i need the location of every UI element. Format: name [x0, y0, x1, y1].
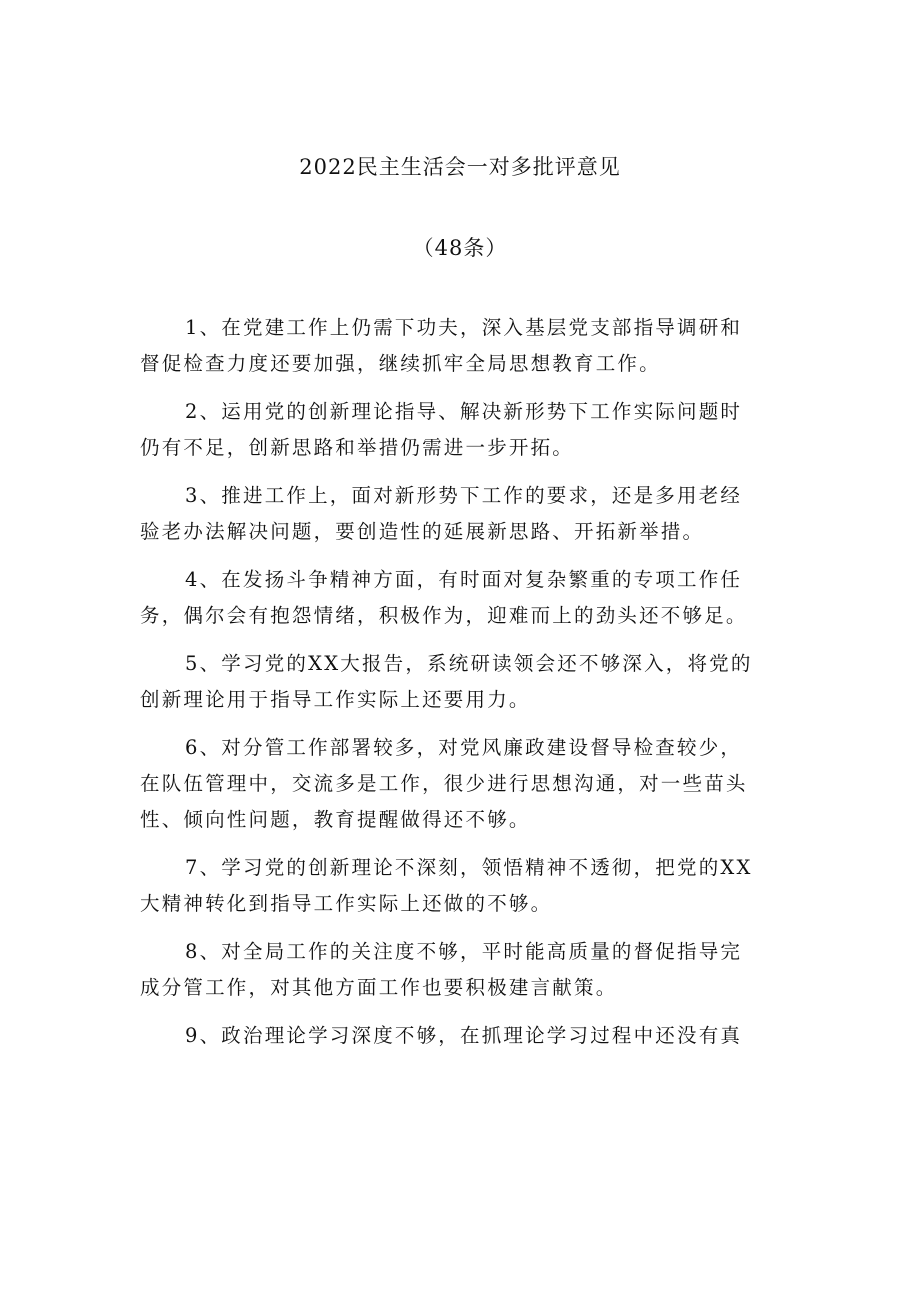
document-body	[140, 310, 800, 1066]
paragraph-line: 5、学习党的XX大报告，系统研读领会还不够深入，将党的	[185, 652, 753, 675]
paragraph-line: 性、倾向性问题，教育提醒做得还不够。	[140, 808, 531, 831]
paragraph-line: 成分管工作，对其他方面工作也要积极建言献策。	[140, 976, 618, 999]
paragraph-line: 2、运用党的创新理论指导、解决新形势下工作实际问题时	[185, 400, 743, 423]
paragraph-line: 8、对全局工作的关注度不够，平时能高质量的督促指导完	[185, 940, 743, 963]
paragraph-line: 在队伍管理中，交流多是工作，很少进行思想沟通，对一些苗头	[140, 772, 748, 795]
paragraph-line: 督促检查力度还要加强，继续抓牢全局思想教育工作。	[140, 352, 661, 375]
paragraph-line: 7、学习党的创新理论不深刻，领悟精神不透彻，把党的XX	[185, 856, 753, 879]
paragraph-line: 大精神转化到指导工作实际上还做的不够。	[140, 892, 553, 915]
document-subtitle: （48条）	[412, 236, 508, 260]
paragraph-line: 4、在发扬斗争精神方面，有时面对复杂繁重的专项工作任	[185, 568, 743, 591]
paragraph-line: 验老办法解决问题，要创造性的延展新思路、开拓新举措。	[140, 520, 705, 543]
paragraph-line: 3、推进工作上，面对新形势下工作的要求，还是多用老经	[185, 484, 743, 507]
paragraph	[140, 646, 800, 718]
paragraph	[140, 934, 800, 1006]
paragraph-line: 6、对分管工作部署较多，对党风廉政建设督导检查较少，	[185, 736, 743, 759]
paragraph	[140, 478, 800, 550]
paragraph-line: 创新理论用于指导工作实际上还要用力。	[140, 688, 531, 711]
paragraph-line: 务，偶尔会有抱怨情绪，积极作为，迎难而上的劲头还不够足。	[140, 604, 748, 627]
paragraph	[140, 1018, 800, 1054]
paragraph	[140, 562, 800, 634]
paragraph	[140, 850, 800, 922]
paragraph	[140, 394, 800, 466]
paragraph-line: 9、政治理论学习深度不够，在抓理论学习过程中还没有真	[185, 1024, 743, 1047]
paragraph-line: 仍有不足，创新思路和举措仍需进一步开拓。	[140, 436, 575, 459]
paragraph	[140, 310, 800, 382]
document-title: 2022民主生活会一对多批评意见	[299, 155, 621, 179]
paragraph-line: 1、在党建工作上仍需下功夫，深入基层党支部指导调研和	[185, 316, 743, 339]
paragraph	[140, 730, 800, 838]
